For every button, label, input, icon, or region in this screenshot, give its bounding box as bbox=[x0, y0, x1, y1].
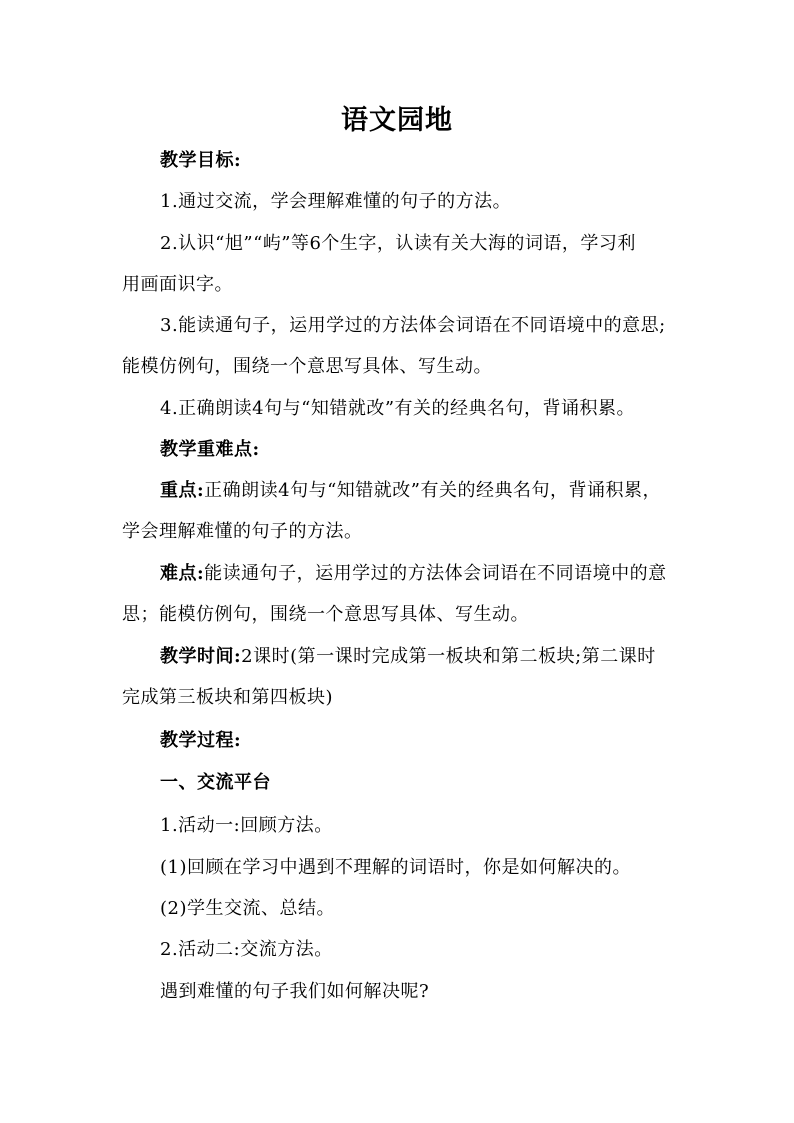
teaching-time-line-2: 完成第三板块和第四板块) bbox=[122, 687, 334, 708]
teaching-time-text: 2课时(第一课时完成第一板块和第二板块;第二课时 bbox=[241, 646, 656, 667]
goal-2-line-2: 用画面识字。 bbox=[122, 274, 233, 295]
hard-point-text: 能读通句子，运用学过的方法体会词语在不同语境中的意 bbox=[204, 563, 667, 584]
goals-heading: 教学目标: bbox=[160, 150, 242, 171]
document-title: 语文园地 bbox=[341, 105, 453, 136]
goal-2-line-1: 2.认识“旭”“屿”等6个生字，认读有关大海的词语，学习利 bbox=[160, 233, 636, 254]
activity-1-step-1: (1)回顾在学习中遇到不理解的词语时，你是如何解决的。 bbox=[160, 857, 631, 878]
hard-point-line-1 bbox=[160, 563, 667, 585]
key-point-line-2: 学会理解难懂的句子的方法。 bbox=[122, 521, 363, 542]
section-1-heading: 一、交流平台 bbox=[160, 772, 271, 793]
activity-2-question: 遇到难懂的句子我们如何解决呢? bbox=[160, 981, 430, 1002]
process-heading: 教学过程: bbox=[160, 730, 242, 751]
activity-1: 1.活动一:回顾方法。 bbox=[160, 815, 333, 836]
activity-1-step-2: (2)学生交流、总结。 bbox=[160, 898, 335, 919]
hard-point-label: 难点: bbox=[160, 563, 205, 584]
teaching-time-label: 教学时间: bbox=[160, 646, 242, 667]
goal-3-line-2: 能模仿例句，围绕一个意思写具体、写生动。 bbox=[122, 356, 492, 377]
key-point-text: 正确朗读4句与“知错就改”有关的经典名句，背诵积累， bbox=[204, 480, 662, 501]
goal-1: 1.通过交流，学会理解难懂的句子的方法。 bbox=[160, 191, 512, 212]
teaching-time-line-1 bbox=[160, 646, 656, 668]
key-point-label: 重点: bbox=[160, 480, 205, 501]
goal-3-line-1: 3.能读通句子，运用学过的方法体会词语在不同语境中的意思; bbox=[160, 315, 666, 336]
hard-point-line-2: 思；能模仿例句，围绕一个意思写具体、写生动。 bbox=[122, 604, 529, 625]
key-point-line-1 bbox=[160, 480, 661, 502]
goal-4: 4.正确朗读4句与“知错就改”有关的经典名句，背诵积累。 bbox=[160, 398, 636, 419]
activity-2: 2.活动二:交流方法。 bbox=[160, 939, 333, 960]
difficulty-heading: 教学重难点: bbox=[160, 439, 260, 460]
